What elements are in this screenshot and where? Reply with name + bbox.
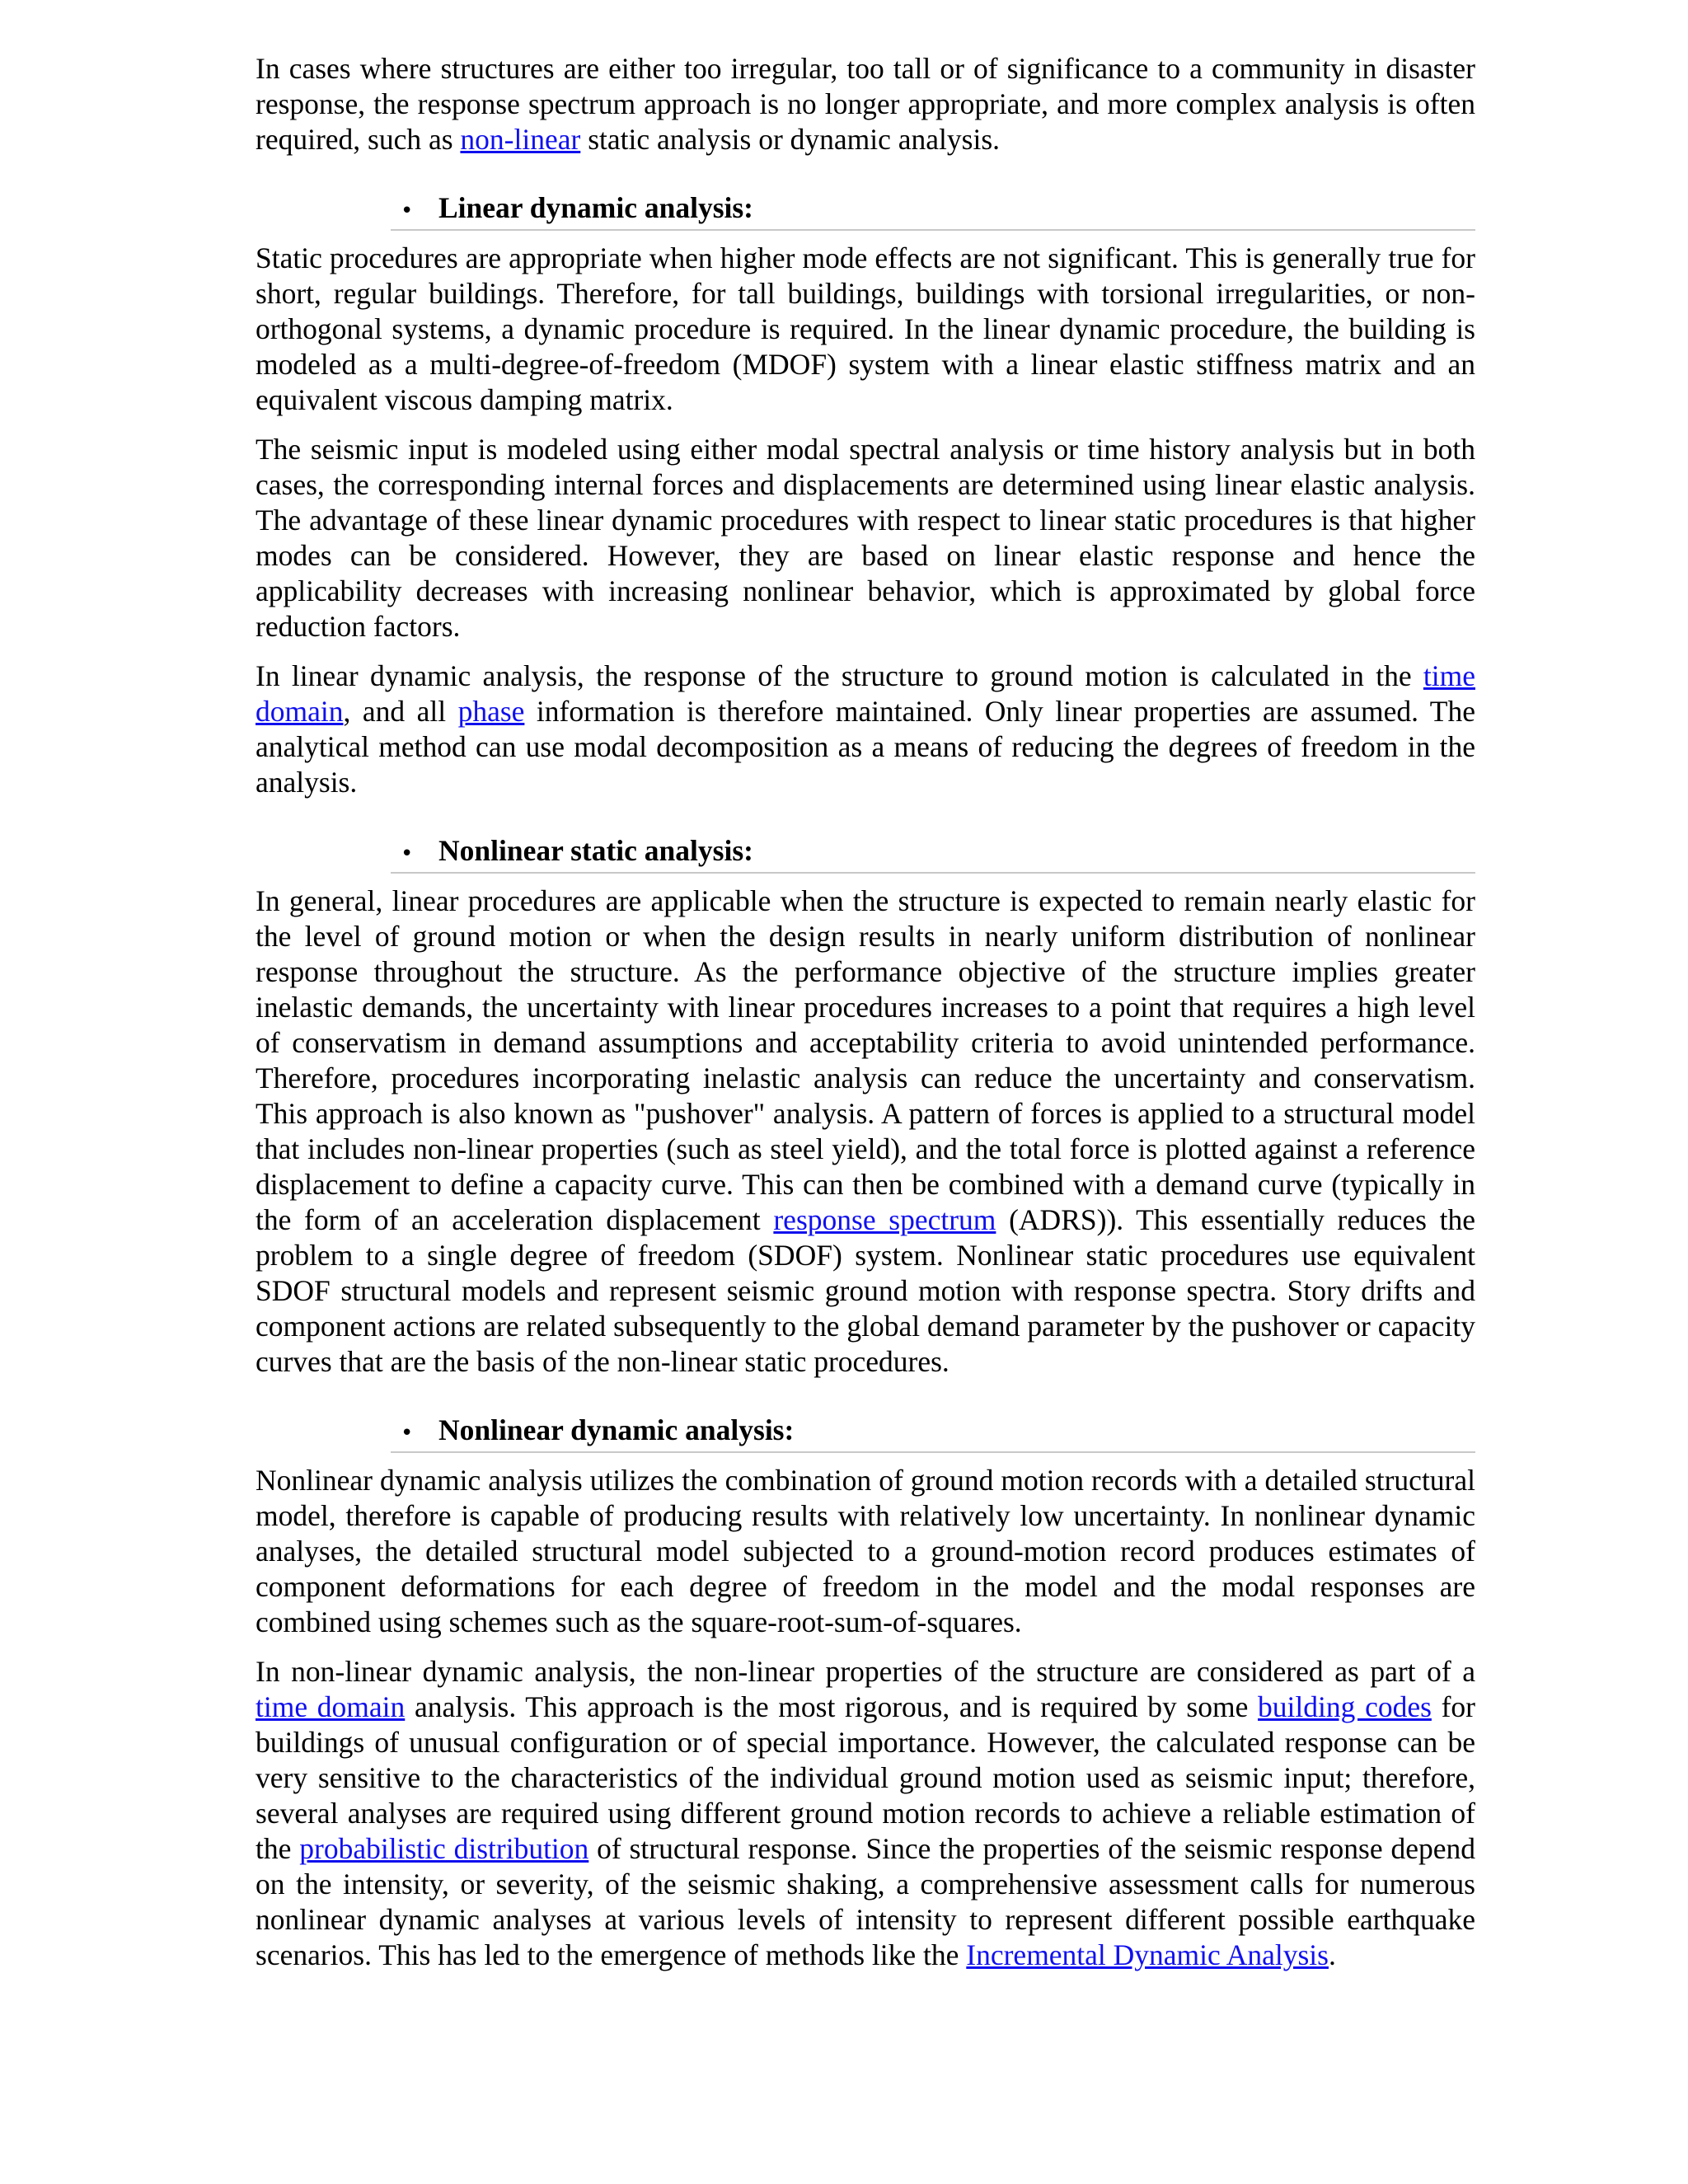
- bullet-icon: •: [401, 1421, 414, 1446]
- heading-nonlinear-static-analysis: [391, 833, 1475, 874]
- intro-text-2: static analysis or dynamic analysis.: [580, 123, 1001, 156]
- link-time-domain-2[interactable]: time domain: [256, 1690, 406, 1723]
- nonlinear-dynamic-paragraph-2: In non-linear dynamic analysis, the non-linear properties of the structure are considered as part of a time domain analysis. This approach is the most rigorous, and is required by some building codes for buildings of unusual configuration or of special importance. However, the calculated response can be very sensitive to the characteristics of the individual ground motion used as seismic input; therefore, several analyses are required using different ground motion records to achieve a reliable estimation of the probabilistic distribution of structural response. Since the properties of the seismic response depend on the intensity, or severity, of the seismic shaking, a comprehensive assessment calls for numerous nonlinear dynamic analyses at various levels of intensity to represent different possible earthquake scenarios. This has led to the emergence of methods like the Incremental Dynamic Analysis.: [256, 1655, 1475, 1971]
- link-probabilistic-distribution[interactable]: probabilistic distribution: [299, 1832, 589, 1865]
- link-incremental-dynamic-analysis[interactable]: Incremental Dynamic Analysis: [966, 1938, 1329, 1971]
- document-page: [256, 51, 1475, 1973]
- heading-linear-dynamic-analysis: [391, 190, 1475, 231]
- heading-title: Nonlinear static analysis:: [438, 834, 753, 867]
- link-phase[interactable]: phase: [457, 695, 525, 728]
- linear-dynamic-paragraph-3: In linear dynamic analysis, the response of the structure to ground motion is calculated in the time domain, and all phase information is therefore maintained. Only linear properties are assumed. The analytical method can use modal decomposition as a means of reducing the degrees of freedom in the analysis.: [256, 659, 1475, 799]
- linear-dynamic-paragraph-2: The seismic input is modeled using either modal spectral analysis or time history analysis but in both cases, the corresponding internal forces and displacements are determined using linear elastic analysis. The advantage of these linear dynamic procedures with respect to linear static procedures is that higher modes can be considered. However, they are based on linear elastic response and hence the applicability decreases with increasing nonlinear behavior, which is approximated by global force reduction factors.: [256, 433, 1475, 643]
- heading-title: Nonlinear dynamic analysis:: [438, 1413, 795, 1446]
- link-building-codes[interactable]: building codes: [1258, 1690, 1432, 1723]
- link-response-spectrum[interactable]: response spectrum: [773, 1203, 996, 1236]
- link-time-domain[interactable]: time domain: [256, 659, 1475, 728]
- nonlinear-static-paragraph-1: In general, linear procedures are applicable when the structure is expected to remain nearly elastic for the level of ground motion or when the design results in nearly uniform distribution of nonlinear response throughout the structure. As the performance objective of the structure implies greater inelastic demands, the uncertainty with linear procedures increases to a point that requires a high level of conservatism in demand assumptions and acceptability criteria to avoid unintended performance. Therefore, procedures incorporating inelastic analysis can reduce the uncertainty and conservatism. This approach is also known as "pushover" analysis. A pattern of forces is applied to a structural model that includes non-linear properties (such as steel yield), and the total force is plotted against a reference displacement to define a capacity curve. This can then be combined with a demand curve (typically in the form of an acceleration displacement response spectrum (ADRS)). This essentially reduces the problem to a single degree of freedom (SDOF) system. Nonlinear static procedures use equivalent SDOF structural models and represent seismic ground motion with response spectra. Story drifts and component actions are related subsequently to the global demand parameter by the pushover or capacity curves that are the basis of the non-linear static procedures.: [256, 884, 1476, 1378]
- heading-nonlinear-dynamic-analysis: [391, 1413, 1475, 1453]
- nonlinear-dynamic-paragraph-1: Nonlinear dynamic analysis utilizes the combination of ground motion records with a detailed structural model, therefore is capable of producing results with relatively low uncertainty. In nonlinear dynamic analyses, the detailed structural model subjected to a ground-motion record produces estimates of component deformations for each degree of freedom in the model and the modal responses are combined using schemes such as the square-root-sum-of-squares.: [256, 1464, 1475, 1638]
- intro-text-1: In cases where structures are either too irregular, too tall or of significance to a community in disaster response, the response spectrum approach is no longer appropriate, and more complex analysis is often required, such as: [256, 52, 1475, 156]
- bullet-icon: •: [401, 841, 414, 866]
- link-non-linear[interactable]: non-linear: [460, 123, 581, 156]
- bullet-icon: •: [401, 199, 414, 223]
- intro-paragraph: [256, 51, 1475, 157]
- heading-title: Linear dynamic analysis:: [438, 191, 754, 224]
- linear-dynamic-paragraph-1: Static procedures are appropriate when higher mode effects are not significant. This is generally true for short, regular buildings. Therefore, for tall buildings, buildings with torsional irregularities, or non-orthogonal systems, a dynamic procedure is required. In the linear dynamic procedure, the building is modeled as a multi-degree-of-freedom (MDOF) system with a linear elastic stiffness matrix and an equivalent viscous damping matrix.: [256, 241, 1475, 416]
